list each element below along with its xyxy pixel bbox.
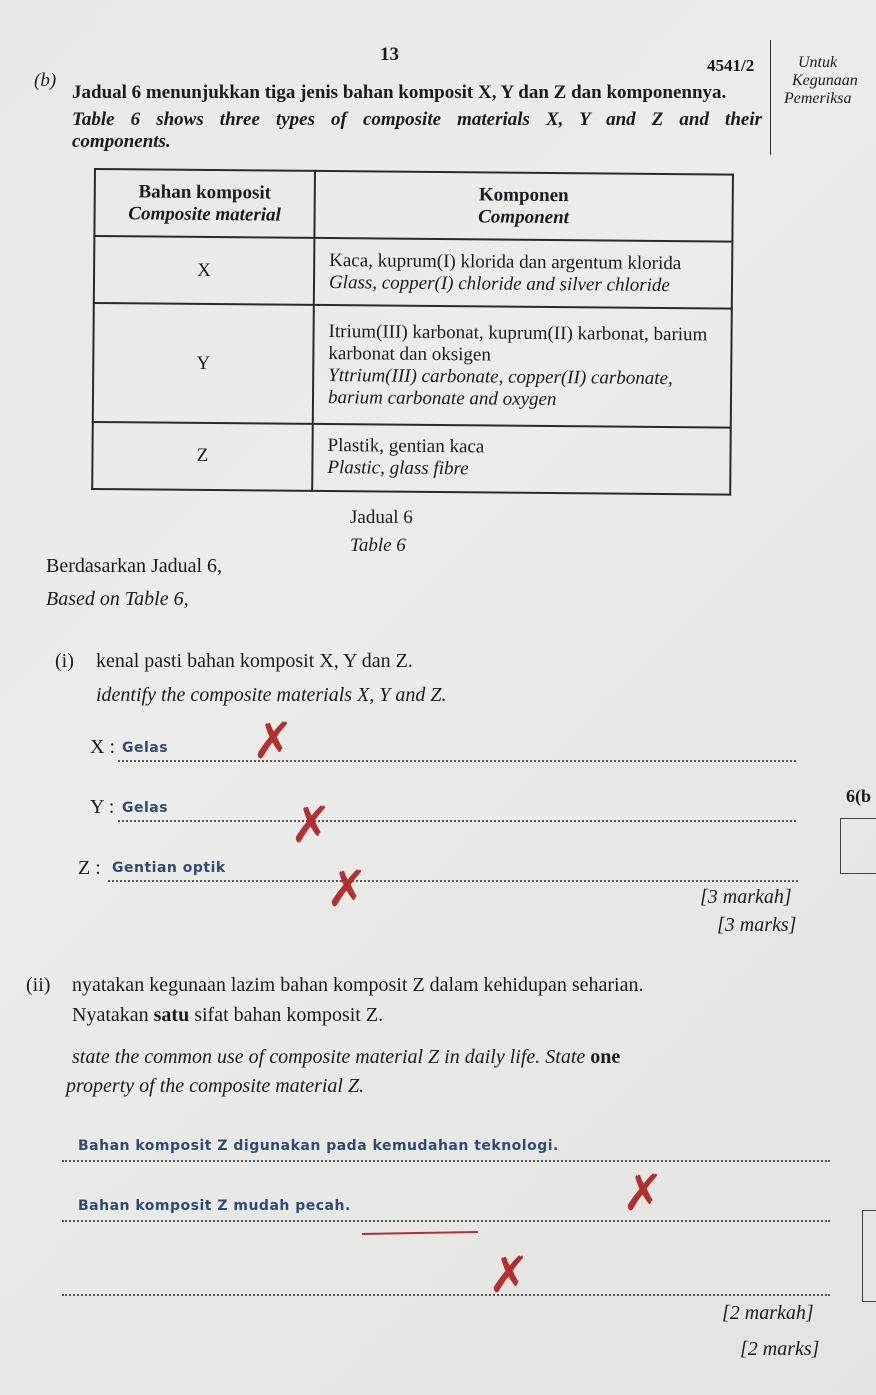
- examiner-use-line-3: Pemeriksa: [784, 90, 852, 107]
- component-en: Yttrium(III) carbonate, copper(II) carbonate, barium carbonate and oxygen: [327, 364, 673, 410]
- intro-english-line-2: components.: [72, 131, 171, 152]
- part-i-prompt-ms: kenal pasti bahan komposit X, Y dan Z.: [96, 650, 413, 672]
- table-row: [93, 303, 732, 427]
- based-on-ms: Berdasarkan Jadual 6,: [46, 555, 223, 577]
- table-row: [94, 236, 733, 309]
- material-cell: X: [94, 236, 315, 305]
- material-cell: Y: [93, 303, 314, 423]
- answer-y-label: Y :: [90, 796, 115, 818]
- component-ms: Plastik, gentian kaca: [327, 435, 485, 458]
- answer-x-label: X :: [90, 736, 115, 758]
- part-ii-prompt-en-1: [72, 1046, 620, 1069]
- examiner-use-label: [784, 54, 858, 108]
- part-ii-prompt-ms-2: [72, 1004, 383, 1027]
- part-ii-label: (ii): [26, 974, 51, 996]
- header-component-ms: Komponen: [478, 183, 569, 206]
- component-cell: [313, 305, 732, 427]
- question-label: (b): [34, 70, 57, 91]
- part-ii-marks-en: [2 marks]: [740, 1338, 820, 1360]
- answer-ii-line-1: Bahan komposit Z digunakan pada kemudahan teknologi.: [78, 1138, 559, 1154]
- header-component: [314, 171, 733, 242]
- part-ii-prompt-en-2: property of the composite material Z.: [66, 1075, 365, 1097]
- answer-ii-line-2: Bahan komposit Z mudah pecah.: [78, 1198, 351, 1214]
- part-ii-marks-ms: [2 markah]: [722, 1302, 814, 1324]
- answer-line-y[interactable]: [118, 804, 796, 822]
- component-cell: [314, 238, 733, 309]
- examiner-use-line-2: Kegunaan: [792, 72, 858, 89]
- cross-mark-icon: ✗: [252, 712, 294, 770]
- score-box[interactable]: [840, 818, 876, 874]
- component-ms: Itrium(III) karbonat, kuprum(II) karbonat, barium karbonat dan oksigen: [328, 320, 708, 366]
- answer-z-value: Gentian optik: [112, 860, 226, 876]
- answer-z-label: Z :: [78, 857, 101, 879]
- margin-divider: [770, 40, 771, 155]
- question-ref-side: 6(b: [846, 786, 872, 806]
- page-number: 13: [380, 44, 399, 65]
- header-material-ms: Bahan komposit: [138, 180, 272, 204]
- table-caption-ms: Jadual 6: [350, 507, 413, 528]
- table-row: [92, 422, 731, 495]
- component-cell: [312, 424, 731, 495]
- prompt-emphasis: one: [590, 1046, 621, 1068]
- material-cell: Z: [92, 422, 313, 491]
- component-ms: Kaca, kuprum(I) klorida dan argentum klorida: [329, 249, 682, 274]
- underline-mark: [362, 1231, 478, 1235]
- prompt-text: state the common use of composite material Z in daily life. State: [72, 1046, 591, 1068]
- table-header-row: [94, 169, 733, 242]
- intro-malay: Jadual 6 menunjukkan tiga jenis bahan komposit X, Y dan Z dan komponennya.: [72, 82, 727, 103]
- based-on-en: Based on Table 6,: [46, 588, 189, 610]
- prompt-emphasis: satu: [153, 1004, 190, 1026]
- part-i-prompt-en: identify the composite materials X, Y and Z.: [96, 684, 447, 706]
- prompt-text: sifat bahan komposit Z.: [189, 1004, 384, 1026]
- table-caption-en: Table 6: [350, 535, 406, 556]
- part-i-marks-en: [3 marks]: [717, 914, 797, 936]
- intro-english-line-1: Table 6 shows three types of composite materials X, Y and Z and their: [72, 109, 762, 130]
- cross-mark-icon: ✗: [290, 796, 332, 854]
- part-ii-prompt-ms-1: nyatakan kegunaan lazim bahan komposit Z dalam kehidupan seharian.: [72, 974, 644, 996]
- answer-line-x[interactable]: [118, 744, 796, 762]
- paper-code: 4541/2: [707, 56, 755, 75]
- cross-mark-icon: ✗: [622, 1164, 664, 1222]
- prompt-text: Nyatakan: [72, 1004, 154, 1026]
- cross-mark-icon: ✗: [326, 860, 368, 918]
- cross-mark-icon: ✗: [488, 1246, 530, 1304]
- score-box[interactable]: [862, 1210, 876, 1302]
- table-6: [91, 168, 734, 496]
- answer-y-value: Gelas: [122, 800, 169, 816]
- header-material-en: Composite material: [128, 202, 281, 226]
- component-en: Plastic, glass fibre: [327, 457, 469, 480]
- part-i-marks-ms: [3 markah]: [700, 886, 792, 908]
- answer-x-value: Gelas: [122, 740, 169, 756]
- examiner-use-line-1: Untuk: [798, 54, 838, 71]
- header-component-en: Component: [478, 205, 570, 228]
- part-i-label: (i): [55, 650, 74, 672]
- answer-line-3[interactable]: [62, 1276, 830, 1296]
- component-en: Glass, copper(I) chloride and silver chloride: [328, 271, 670, 296]
- header-composite-material: [94, 169, 315, 238]
